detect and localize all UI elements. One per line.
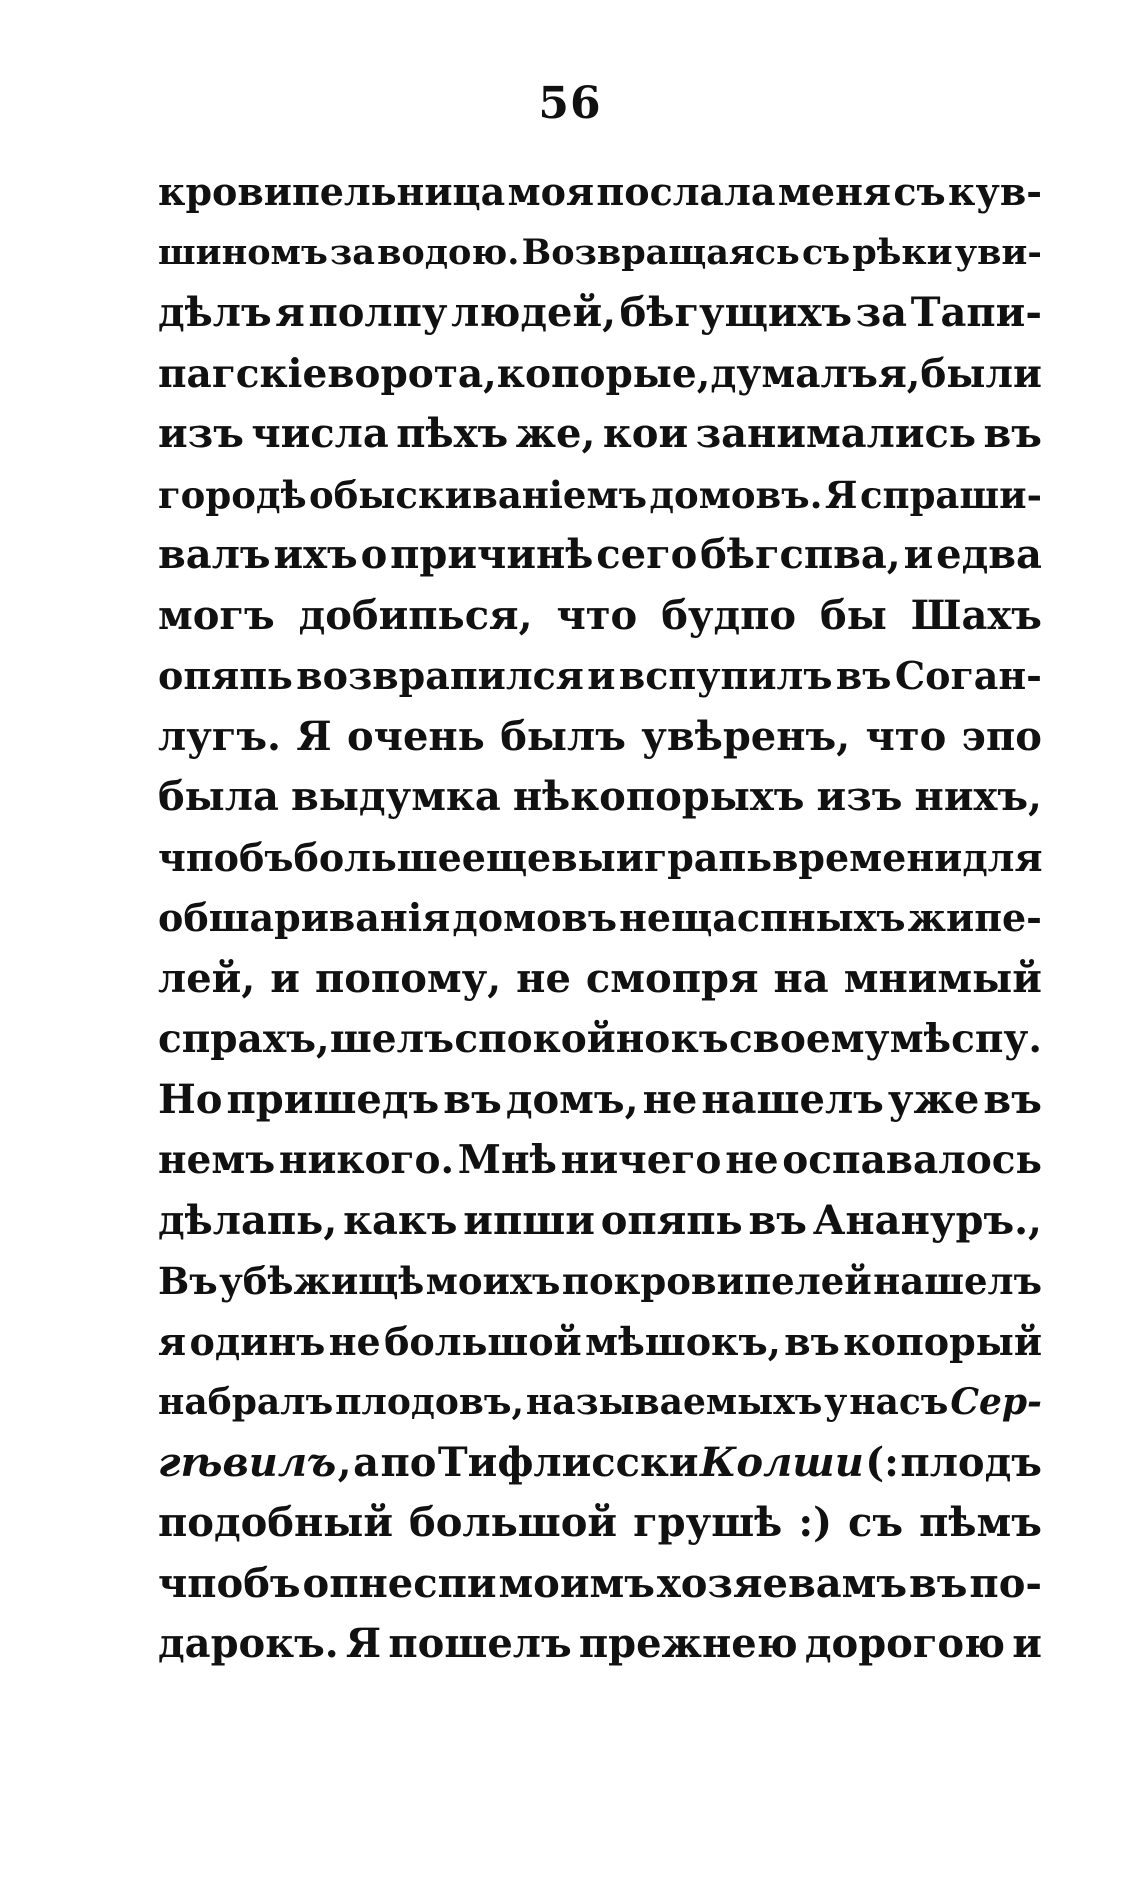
- word: была: [158, 773, 279, 820]
- word: убѣжищѣ: [219, 1259, 425, 1303]
- word: мѣшокъ,: [585, 1318, 781, 1364]
- text-line: [158, 283, 1042, 344]
- word: копорые,: [496, 350, 711, 397]
- word: оспавалось: [782, 1137, 1042, 1183]
- word: Я: [824, 472, 858, 517]
- word: будпо: [661, 591, 797, 639]
- word: едва: [936, 531, 1042, 578]
- word: кровипельница: [158, 169, 506, 214]
- word: за: [855, 289, 908, 336]
- word: ипши: [463, 1196, 595, 1244]
- word: эпо: [961, 712, 1042, 760]
- word: по: [380, 1438, 437, 1486]
- word: бѣгспва,: [700, 531, 901, 578]
- word: ,: [337, 1438, 352, 1486]
- word: кои: [602, 410, 689, 457]
- word: и: [270, 954, 300, 1002]
- word: что: [865, 712, 947, 760]
- word: лей,: [158, 954, 256, 1002]
- word: не: [642, 1075, 698, 1123]
- word: моя: [507, 169, 595, 214]
- word: вспупилъ: [618, 653, 833, 698]
- word: дарокъ.: [158, 1620, 339, 1667]
- word: сего: [596, 531, 698, 578]
- word: хозяевамъ: [656, 1559, 908, 1607]
- word: спокойно: [454, 1016, 671, 1062]
- word: Тифлисски: [437, 1438, 699, 1486]
- word: пагскіе: [158, 350, 328, 397]
- page-number: 56: [538, 78, 602, 129]
- word: спраши-: [859, 472, 1042, 517]
- text-line: [158, 767, 1042, 828]
- word: никого.: [278, 1137, 455, 1183]
- word: спрахъ,: [158, 1016, 330, 1062]
- word: Колши: [700, 1438, 864, 1486]
- word: нашелъ: [873, 1259, 1042, 1303]
- word: о: [360, 531, 388, 578]
- word: опяпь: [600, 1196, 743, 1244]
- word: больше: [293, 834, 462, 880]
- word: за: [329, 231, 375, 273]
- word: опнеспи: [302, 1559, 497, 1607]
- word: еще: [461, 834, 552, 880]
- word: мнимый: [843, 954, 1042, 1002]
- word: возврапился: [296, 653, 584, 698]
- word: ихъ: [273, 531, 358, 578]
- word: не: [725, 1137, 779, 1183]
- word: моимъ: [498, 1559, 655, 1607]
- word: пѣхъ: [396, 410, 509, 457]
- word: могъ: [158, 591, 275, 639]
- word: насъ: [849, 1381, 949, 1423]
- word: моихъ: [425, 1259, 561, 1303]
- word: лугъ.: [158, 712, 281, 760]
- word: покровипелей: [561, 1259, 872, 1303]
- word: съ: [893, 169, 946, 214]
- text-line: [158, 525, 1042, 586]
- word: своему: [728, 1016, 890, 1062]
- word: шиномъ: [158, 231, 328, 273]
- text-line: [158, 828, 1042, 889]
- word: людей,: [451, 289, 617, 336]
- word: въ: [983, 410, 1042, 457]
- word: Я: [345, 1620, 382, 1667]
- word: что: [556, 591, 638, 639]
- word: попому,: [314, 954, 502, 1002]
- text-line: [158, 586, 1042, 647]
- word: нихъ,: [914, 773, 1042, 820]
- word: водою.: [377, 231, 520, 273]
- word: ничего: [560, 1137, 722, 1183]
- word: выиграпь: [551, 834, 773, 880]
- word: не: [516, 954, 571, 1002]
- word: уви-: [954, 231, 1042, 273]
- word: уже: [887, 1075, 980, 1123]
- body-text: [158, 162, 1042, 1675]
- word: дѣлапь,: [158, 1196, 338, 1244]
- word: домовъ.: [649, 472, 823, 517]
- word: плодъ: [900, 1438, 1042, 1486]
- word: занимались: [695, 410, 977, 457]
- word: и: [587, 653, 616, 698]
- text-line: [158, 949, 1042, 1010]
- word: чпобъ: [158, 1559, 301, 1607]
- text-line: [158, 707, 1042, 768]
- word: и: [903, 531, 934, 578]
- word: Сер-: [950, 1381, 1042, 1423]
- word: домовъ: [452, 895, 617, 940]
- word: не: [328, 1318, 381, 1364]
- word: валъ: [158, 531, 271, 578]
- word: одинъ: [189, 1318, 326, 1364]
- text-line: [158, 1130, 1042, 1191]
- word: кув-: [948, 169, 1042, 214]
- word: немъ: [158, 1137, 276, 1183]
- word: опяпь: [158, 653, 293, 698]
- word: для: [962, 834, 1043, 880]
- word: времени: [772, 834, 963, 880]
- word: въ: [748, 1196, 807, 1244]
- word: меня: [777, 169, 891, 214]
- text-line: [158, 1554, 1042, 1615]
- text-line: [158, 344, 1042, 405]
- word: были: [920, 350, 1042, 397]
- word: обшариванія: [158, 895, 451, 940]
- word: большой: [384, 1318, 582, 1364]
- word: бѣгущихъ: [619, 289, 853, 336]
- word: домъ,: [505, 1075, 639, 1123]
- word: бы: [820, 591, 887, 639]
- word: я: [158, 1318, 187, 1364]
- word: :): [798, 1499, 833, 1546]
- word: Шахъ: [910, 591, 1042, 639]
- text-line: [158, 1372, 1042, 1433]
- word: думалъ: [710, 350, 878, 397]
- word: шелъ: [329, 1016, 455, 1062]
- word: изъ: [816, 773, 903, 820]
- word: на: [773, 954, 829, 1002]
- word: гѣвилъ: [158, 1438, 337, 1486]
- word: въ: [784, 1318, 840, 1364]
- text-line: [158, 162, 1042, 223]
- text-line: [158, 223, 1042, 284]
- word: дѣлъ: [158, 289, 272, 336]
- word: Возвращаясь: [521, 231, 800, 273]
- word: Но: [158, 1075, 223, 1123]
- word: полпу: [308, 289, 448, 336]
- word: я: [275, 289, 305, 336]
- word: нещаспныхъ: [619, 895, 906, 940]
- text-line: [158, 404, 1042, 465]
- word: прежнею: [578, 1620, 798, 1667]
- word: Тапи-: [910, 289, 1042, 336]
- text-line: [158, 1009, 1042, 1070]
- word: Анануръ.,: [812, 1196, 1042, 1244]
- word: называемыхъ: [525, 1381, 823, 1423]
- word: нашелъ: [701, 1075, 884, 1123]
- word: причинѣ: [390, 531, 594, 578]
- word: пѣмъ: [919, 1499, 1042, 1546]
- word: рѣки: [852, 231, 953, 273]
- text-line: [158, 465, 1042, 526]
- word: (:: [865, 1438, 899, 1486]
- word: мѣспу.: [889, 1016, 1042, 1062]
- word: пришедъ: [226, 1075, 440, 1123]
- word: подобный: [158, 1499, 394, 1546]
- text-line: [158, 1191, 1042, 1252]
- word: очень: [347, 712, 485, 760]
- word: въ: [443, 1075, 502, 1123]
- text-line: [158, 1251, 1042, 1312]
- word: увѣренъ,: [641, 712, 851, 760]
- text-line: [158, 1070, 1042, 1131]
- word: копорый: [843, 1318, 1042, 1364]
- word: добипься,: [298, 591, 533, 639]
- word: набралъ: [158, 1381, 334, 1423]
- word: къ: [670, 1016, 729, 1062]
- word: въ: [983, 1075, 1042, 1123]
- word: Соган-: [894, 653, 1042, 698]
- word: большой: [409, 1499, 618, 1546]
- text-line: [158, 1614, 1042, 1675]
- word: пошелъ: [388, 1620, 572, 1667]
- word: Я: [296, 712, 332, 760]
- text-line: [158, 1493, 1042, 1554]
- word: послала: [596, 169, 776, 214]
- word: нѣкопорыхъ: [512, 773, 805, 820]
- word: а: [353, 1438, 379, 1486]
- word: по-: [969, 1559, 1042, 1607]
- word: числа: [251, 410, 389, 457]
- word: Въ: [158, 1259, 218, 1303]
- word: ворота,: [327, 350, 497, 397]
- word: съ: [801, 231, 851, 273]
- word: плодовъ,: [335, 1381, 525, 1423]
- word: грушѣ: [633, 1499, 783, 1546]
- word: какъ: [343, 1196, 458, 1244]
- word: изъ: [158, 410, 244, 457]
- word: въ: [909, 1559, 968, 1607]
- word: чпобъ: [158, 834, 294, 880]
- word: жипе-: [907, 895, 1042, 940]
- word: въ: [835, 653, 892, 698]
- word: Мнѣ: [457, 1137, 557, 1183]
- word: выдумка: [291, 773, 501, 820]
- text-line: [158, 646, 1042, 707]
- word: городѣ: [158, 472, 307, 517]
- word: былъ: [500, 712, 626, 760]
- word: дорогою: [804, 1620, 1006, 1667]
- text-line: [158, 1433, 1042, 1494]
- word: у: [824, 1381, 848, 1423]
- word: съ: [848, 1499, 904, 1546]
- word: же,: [515, 410, 596, 457]
- word: обыскиваніемъ: [308, 472, 647, 517]
- word: смопря: [585, 954, 759, 1002]
- word: я,: [877, 350, 921, 397]
- word: и: [1012, 1620, 1042, 1667]
- text-line: [158, 888, 1042, 949]
- text-line: [158, 1312, 1042, 1373]
